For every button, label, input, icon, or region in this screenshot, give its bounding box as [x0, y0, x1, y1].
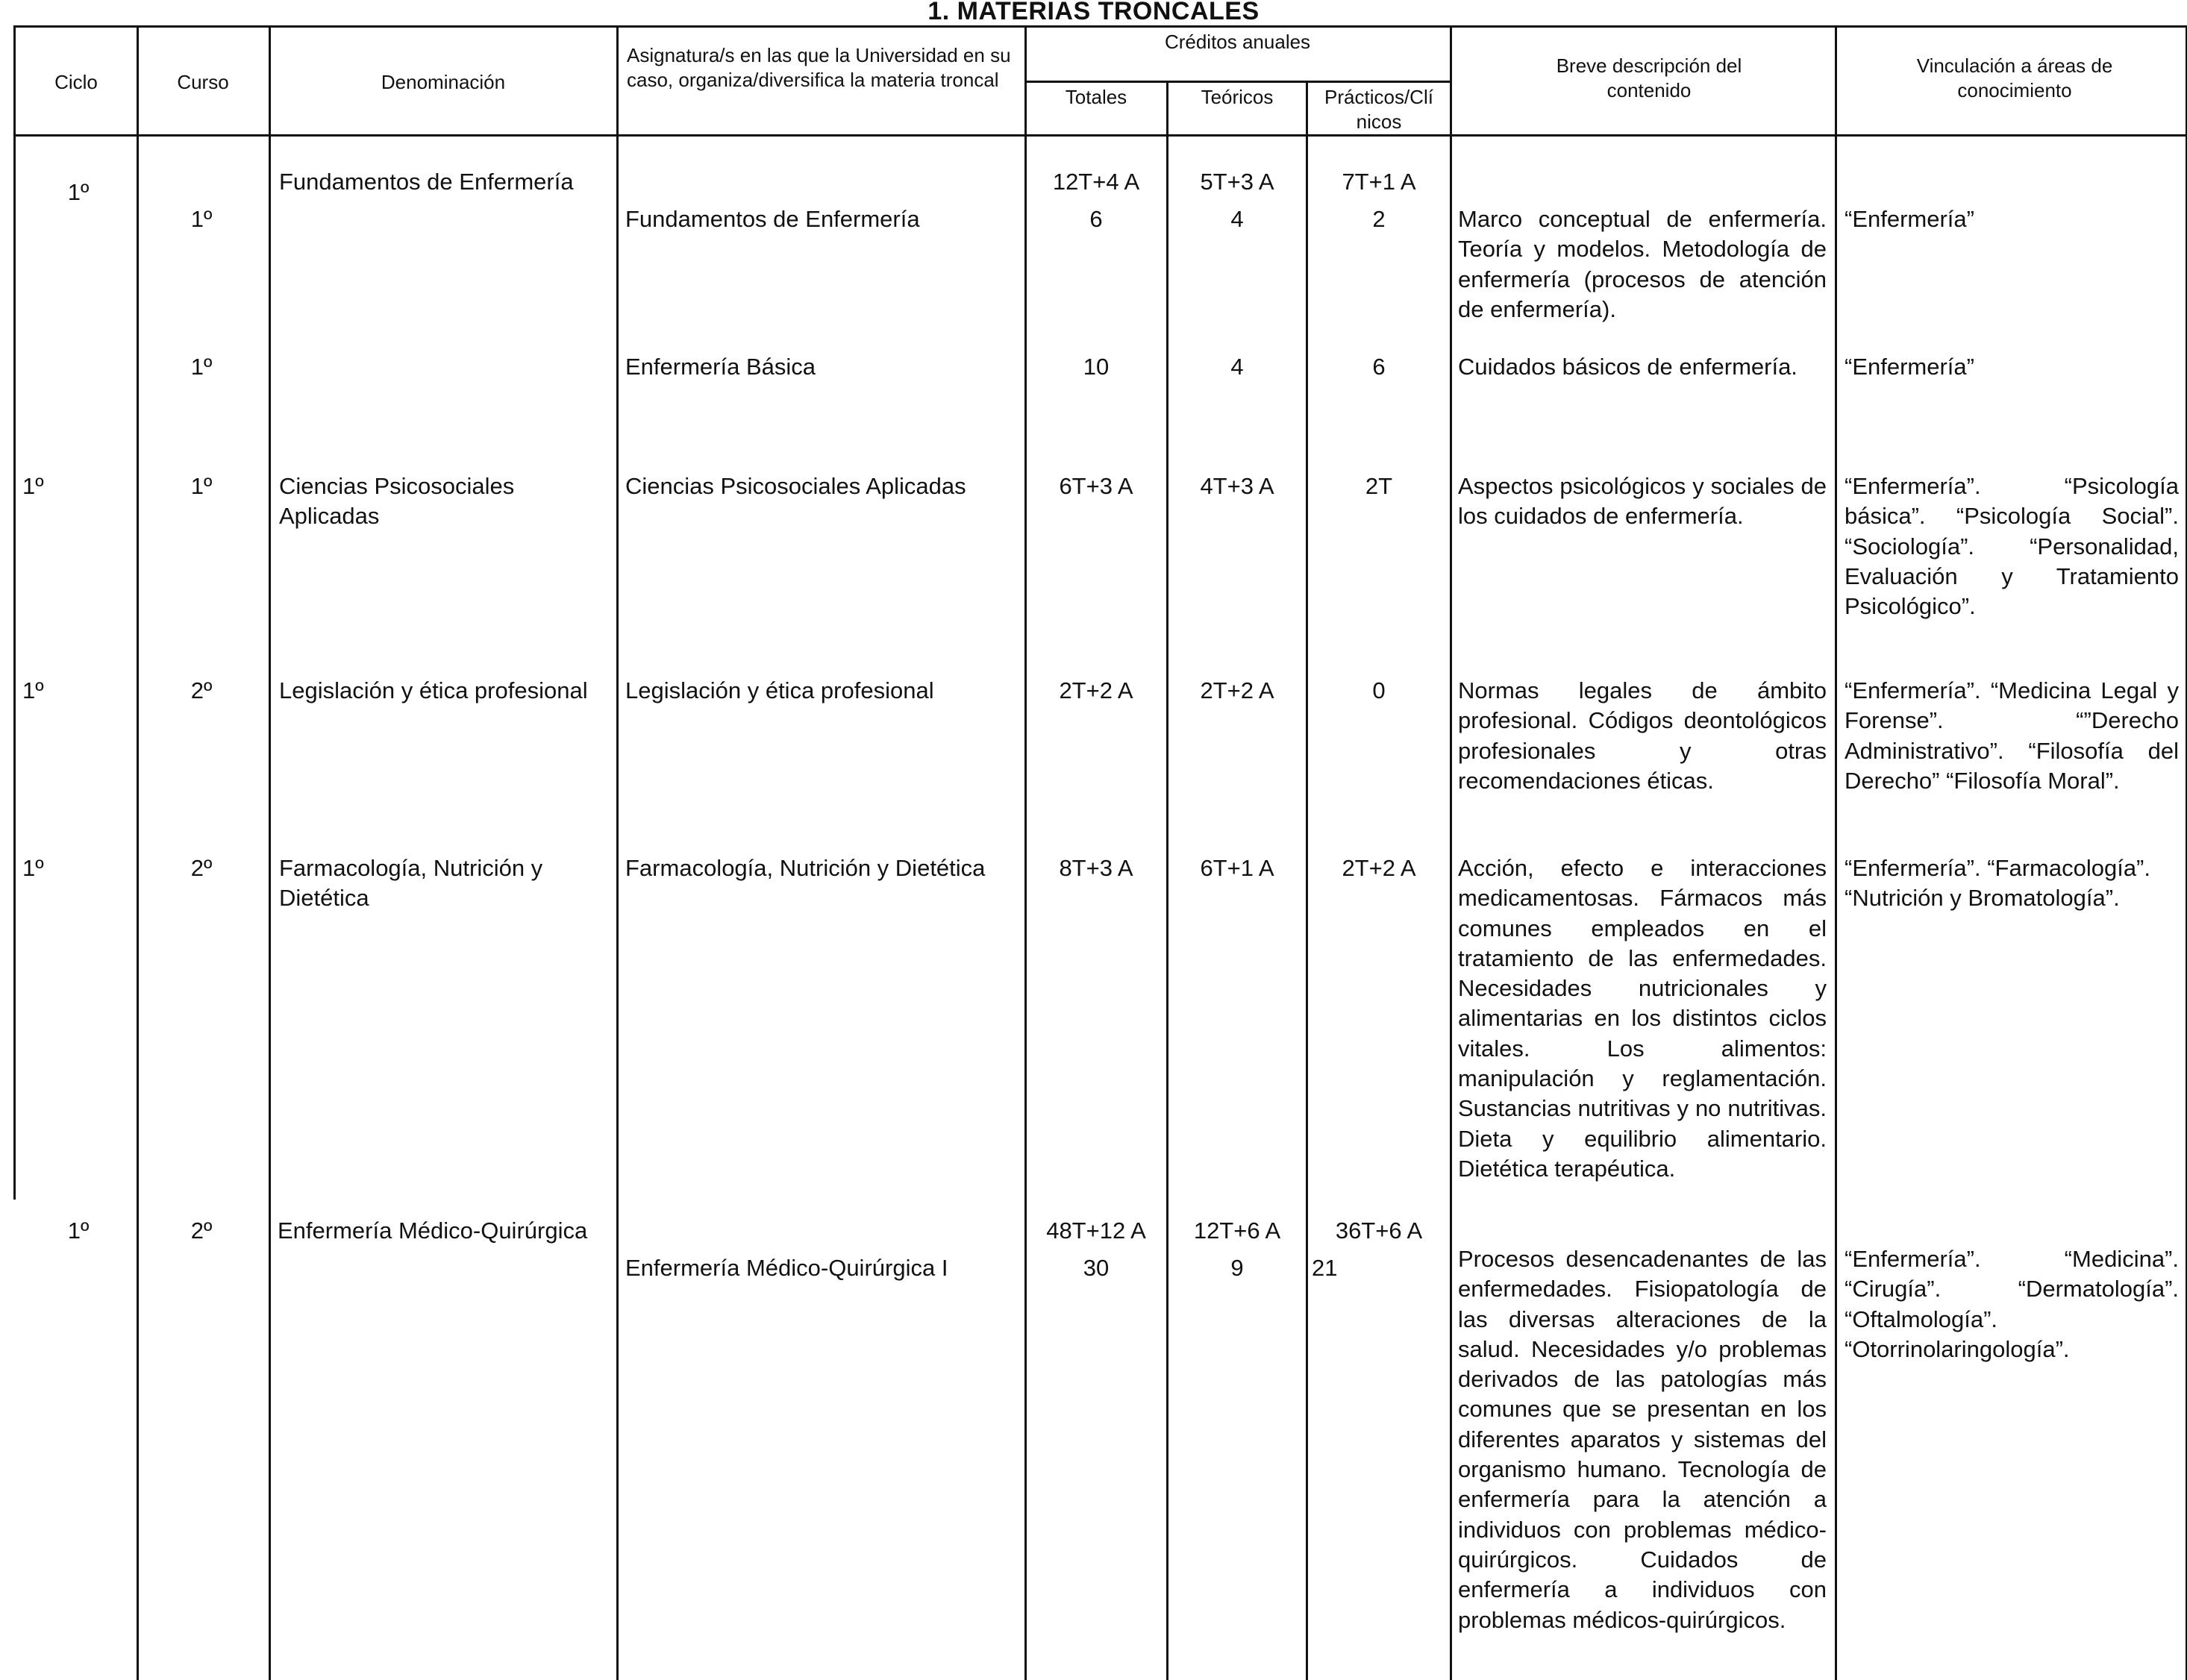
table-row-7-practicos: 21 — [1312, 1255, 1338, 1281]
col-line-asignatura — [1024, 25, 1027, 1680]
table-row-2-curso: 1º — [190, 354, 213, 380]
table-row-1-practicos: 2 — [1372, 206, 1386, 232]
table-row-0-teoricos: 5T+3 A — [1200, 169, 1274, 195]
header-creditos: Créditos anuales — [1164, 31, 1311, 53]
table-row-5-curso: 2º — [190, 855, 213, 881]
header-practicos: Prácticos/Clí nicos — [1324, 86, 1433, 133]
table-row-4-asignatura: Legislación y ética profesional — [625, 677, 934, 703]
table-row-3-denominacion: Ciencias Psicosociales Aplicadas — [279, 473, 515, 530]
table-row-6-totales: 48T+12 A — [1046, 1217, 1146, 1244]
table-row-3-practicos: 2T — [1365, 473, 1393, 499]
table-row-0-totales: 12T+4 A — [1052, 169, 1140, 195]
table-row-3-teoricos: 4T+3 A — [1200, 473, 1274, 499]
table-row-5-descripcion: Acción, efecto e interacciones medicamentosas. Fármacos más comunes empleados en el tratamiento de las enfermedades. Necesidades nutricionales y alimentarias en los distintos ciclos vitales. Los alimentos: manipulación y reglamentación. Sustancias nutritivas y no nutritivas. Dieta y equilibrio alimentario. Dietética terapéutica. — [1458, 855, 1827, 1182]
table-row-5-totales: 8T+3 A — [1059, 855, 1133, 881]
table-row-3-vinculacion: “Enfermería”. “Psicología básica”. “Psicología Social”. “Sociología”. “Personalidad, Evaluación y Tratamiento Psicológico”. — [1845, 473, 2179, 620]
col-line-ciclo — [137, 25, 139, 1680]
table-row-3-descripcion: Aspectos psicológicos y sociales de los cuidados de enfermería. — [1458, 473, 1827, 530]
header-ciclo: Ciclo — [54, 71, 98, 93]
header-vinculacion: Vinculación a áreas de conocimiento — [1916, 54, 2113, 101]
header-asignatura: Asignatura/s en las que la Universidad en su caso, organiza/diversifica la materia troncal — [627, 44, 1011, 91]
table-row-6-practicos: 36T+6 A — [1335, 1217, 1423, 1244]
header-descripcion: Breve descripción del contenido — [1556, 54, 1742, 101]
col-line-left — [13, 25, 16, 1200]
table-row-6-ciclo: 1º — [67, 1217, 90, 1244]
table-row-7-teoricos: 9 — [1230, 1255, 1244, 1281]
table-row-2-asignatura: Enfermería Básica — [625, 354, 816, 380]
table-row-1-curso: 1º — [190, 206, 213, 232]
table-row-5-practicos: 2T+2 A — [1342, 855, 1416, 881]
header-curso: Curso — [177, 71, 229, 93]
table-row-6-teoricos: 12T+6 A — [1193, 1217, 1281, 1244]
table-row-3-asignatura: Ciencias Psicosociales Aplicadas — [625, 473, 966, 499]
table-row-2-totales: 10 — [1083, 354, 1110, 380]
table-row-5-teoricos: 6T+1 A — [1200, 855, 1274, 881]
table-row-2-practicos: 6 — [1372, 354, 1386, 380]
table-row-4-descripcion: Normas legales de ámbito profesional. Códigos deontológicos profesionales y otras recomendaciones éticas. — [1458, 677, 1827, 794]
table-row-1-teoricos: 4 — [1230, 206, 1244, 232]
col-line-teoricos — [1306, 81, 1308, 1680]
table-row-0-practicos: 7T+1 A — [1342, 169, 1416, 195]
table-row-3-curso: 1º — [190, 473, 213, 499]
table-row-0-ciclo: 1º — [67, 179, 90, 205]
table-row-7-totales: 30 — [1083, 1255, 1110, 1281]
table-row-1-descripcion: Marco conceptual de enfermería. Teoría y modelos. Metodología de enfermería (procesos de atención de enfermería). — [1458, 206, 1827, 322]
table-row-1-totales: 6 — [1089, 206, 1103, 232]
table-row-5-denominacion: Farmacología, Nutrición y Dietética — [279, 855, 543, 912]
table-row-1-asignatura: Fundamentos de Enfermería — [625, 206, 920, 232]
table-row-4-ciclo: 1º — [22, 677, 44, 703]
col-line-denominacion — [616, 25, 619, 1680]
table-row-6-curso: 2º — [190, 1217, 213, 1244]
table-row-7-vinculacion: “Enfermería”. “Medicina”. “Cirugía”. “Dermatología”. “Oftalmología”. “Otorrinolaringología”. — [1845, 1246, 2179, 1362]
table-row-4-vinculacion: “Enfermería”. “Medicina Legal y Forense”. “”Derecho Administrativo”. “Filosofía del Derecho” “Filosofía Moral”. — [1845, 677, 2179, 794]
header-denominacion: Denominación — [381, 71, 506, 93]
page-title: 1. MATERIAS TRONCALES — [927, 0, 1260, 25]
table-row-3-totales: 6T+3 A — [1059, 473, 1133, 499]
table-row-6-denominacion: Enfermería Médico-Quirúrgica — [278, 1217, 588, 1244]
table-row-4-denominacion: Legislación y ética profesional — [279, 677, 588, 703]
table-row-7-descripcion: Procesos desencadenantes de las enfermedades. Fisiopatología de las diversas alteraciones de la salud. Necesidades y/o problemas derivados de las patologías más comunes que se presentan en los diferentes aparatos y sistemas del organismo humano. Tecnología de enfermería para la atención a individuos con problemas médico-quirúrgicos. Cuidados de enfermería a individuos con problemas médicos-quirúrgicos. — [1458, 1246, 1827, 1633]
header-bottom-border — [13, 134, 2187, 137]
table-row-4-totales: 2T+2 A — [1059, 677, 1133, 703]
header-totales: Totales — [1065, 86, 1127, 108]
table-row-4-teoricos: 2T+2 A — [1200, 677, 1274, 703]
table-row-5-ciclo: 1º — [22, 855, 44, 881]
col-line-practicos — [1450, 25, 1452, 1680]
table-row-5-vinculacion: “Enfermería”. “Farmacología”. “Nutrición y Bromatología”. — [1845, 855, 2150, 912]
table-row-2-teoricos: 4 — [1230, 354, 1244, 380]
creditos-sub-border — [1024, 81, 1450, 83]
table-row-4-curso: 2º — [190, 677, 213, 703]
table-row-3-ciclo: 1º — [22, 473, 44, 499]
table-row-2-descripcion: Cuidados básicos de enfermería. — [1458, 354, 1798, 380]
table-row-2-vinculacion: “Enfermería” — [1845, 354, 1974, 380]
table-row-5-asignatura: Farmacología, Nutrición y Dietética — [625, 855, 986, 881]
col-line-descripcion — [1835, 25, 1837, 1680]
col-line-curso — [269, 25, 271, 1680]
table-row-7-asignatura: Enfermería Médico-Quirúrgica I — [625, 1255, 948, 1281]
table-top-border — [13, 25, 2187, 28]
header-teoricos: Teóricos — [1201, 86, 1274, 108]
table-row-0-denominacion: Fundamentos de Enfermería — [279, 169, 574, 195]
table-row-4-practicos: 0 — [1372, 677, 1386, 703]
table-row-1-vinculacion: “Enfermería” — [1845, 206, 1974, 232]
